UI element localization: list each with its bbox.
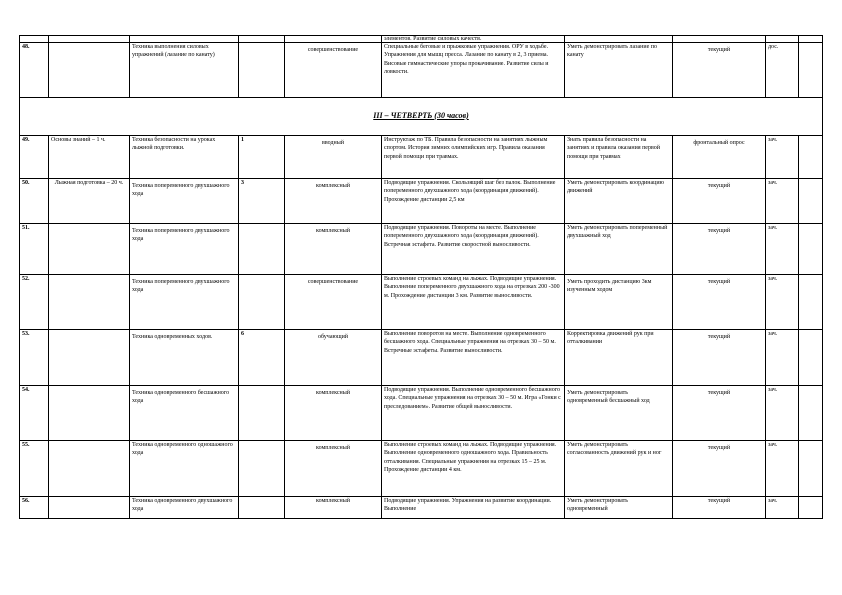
- control-cell: текущий: [673, 224, 766, 275]
- section-cell: [49, 441, 130, 497]
- hours-cell: [239, 43, 285, 98]
- content-cell: Выполнение поворотов на месте. Выполнение одновременного бесшажного хода. Специальные упражнения на отрезках 30 – 50 м. Встречные эстафеты. Развитие выносливости.: [382, 330, 565, 386]
- control-cell: текущий: [673, 386, 766, 441]
- content-cell: Подводящие упражнения. Повороты на месте. Выполнение попеременного двухшажного хода (координация движений). Встречная эстафета. Развитие скоростной выносливости.: [382, 224, 565, 275]
- result-cell: Уметь демонстрировать одновременный: [565, 497, 673, 519]
- hours-cell: 3: [239, 179, 285, 224]
- lesson-number: 54.: [20, 386, 49, 441]
- lesson-type-cell: комплексный: [285, 497, 382, 519]
- content-cell: элементов. Развитие силовых качеств.: [382, 36, 565, 43]
- table-row: [20, 497, 823, 519]
- topic-cell: Техника одновременного одношажного хода: [130, 441, 239, 497]
- lesson-type-cell: совершенствование: [285, 43, 382, 98]
- table-row-fragment: [20, 36, 823, 43]
- result-cell: Уметь демонстрировать лазание по канату: [565, 43, 673, 98]
- lesson-number: 55.: [20, 441, 49, 497]
- result-cell: Уметь демонстрировать одновременный бесшажный ход: [565, 386, 673, 441]
- result-cell: Уметь демонстрировать координацию движений: [565, 179, 673, 224]
- homework-cell: зач.: [766, 386, 799, 441]
- result-cell: Уметь проходить дистанцию 3км изученным ходом: [565, 275, 673, 330]
- lesson-type-cell: комплексный: [285, 179, 382, 224]
- control-cell: текущий: [673, 275, 766, 330]
- content-cell: Подводящие упражнения. Выполнение одновременного бесшажного хода. Специальные упражнения на отрезках 30 – 50 м. Игра «Гонки с преследованием». Развитие общей выносливости.: [382, 386, 565, 441]
- homework-cell: дос.: [766, 43, 799, 98]
- control-cell: текущий: [673, 497, 766, 519]
- topic-cell: Техника попеременного двухшажного хода: [130, 179, 239, 224]
- homework-cell: зач.: [766, 136, 799, 179]
- lesson-number: 56.: [20, 497, 49, 519]
- topic-cell: Техника попеременного двухшажного хода: [130, 275, 239, 330]
- lesson-type-cell: совершенствование: [285, 275, 382, 330]
- hours-cell: [239, 275, 285, 330]
- control-cell: фронтальный опрос: [673, 136, 766, 179]
- topic-cell: Техника выполнения силовых упражнений (лазание по канату): [130, 43, 239, 98]
- result-cell: Знать правила безопасности на занятиях и правила оказания первой помощи при травмах: [565, 136, 673, 179]
- lesson-type-cell: комплексный: [285, 386, 382, 441]
- lesson-number: 53.: [20, 330, 49, 386]
- quarter-title: III – ЧЕТВЕРТЬ (30 часов): [373, 110, 469, 120]
- section-cell: [49, 386, 130, 441]
- content-cell: Специальные беговые и прыжковые упражнения. ОРУ в ходьбе. Упражнения для мышц пресса. Лазание по канату в 2, 3 приема. Висовые гимнастические упоры прокачивание. Развитие силы и ловкости.: [382, 43, 565, 98]
- content-cell: Выполнение строевых команд на лыжах. Подводящие упражнения. Выполнение одновременного одношажного хода. Правильность отталкивания. Специальные упражнения на отрезках 15 – 25 м. Прохождение дистанции 4 км.: [382, 441, 565, 497]
- result-cell: Уметь демонстрировать согласованность движений рук и ног: [565, 441, 673, 497]
- homework-cell: зач.: [766, 179, 799, 224]
- table-row: [20, 179, 823, 224]
- section-cell: [49, 497, 130, 519]
- section-cell: Лыжная подготовка – 20 ч.: [49, 179, 130, 224]
- table-row: [20, 386, 823, 441]
- hours-cell: [239, 224, 285, 275]
- control-cell: текущий: [673, 179, 766, 224]
- homework-cell: зач.: [766, 441, 799, 497]
- table-row: [20, 43, 823, 98]
- hours-cell: [239, 441, 285, 497]
- topic-cell: Техника безопасности на уроках лыжной подготовки.: [130, 136, 239, 179]
- lesson-number: 48.: [20, 43, 49, 98]
- hours-cell: [239, 386, 285, 441]
- content-cell: Подводящие упражнения. Скользящий шаг без палок. Выполнение попеременного двухшажного хода (координация движений). Прохождение дистанции 2,5 км: [382, 179, 565, 224]
- lesson-number: 51.: [20, 224, 49, 275]
- result-cell: Корректировка движений рук при отталкивании: [565, 330, 673, 386]
- section-cell: [49, 224, 130, 275]
- section-cell: [49, 330, 130, 386]
- table-row: [20, 224, 823, 275]
- control-cell: текущий: [673, 330, 766, 386]
- hours-cell: 1: [239, 136, 285, 179]
- topic-cell: Техника одновременного двухшажного хода: [130, 497, 239, 519]
- lesson-type-cell: вводный: [285, 136, 382, 179]
- lesson-number: 52.: [20, 275, 49, 330]
- hours-cell: 6: [239, 330, 285, 386]
- content-cell: Подводящие упражнения. Упражнения на развитие координации. Выполнение: [382, 497, 565, 519]
- homework-cell: зач.: [766, 224, 799, 275]
- lesson-type-cell: комплексный: [285, 441, 382, 497]
- section-cell: [49, 275, 130, 330]
- hours-cell: [239, 497, 285, 519]
- quarter-header-row: [20, 98, 823, 136]
- topic-cell: Техника попеременного двухшажного хода: [130, 224, 239, 275]
- control-cell: текущий: [673, 441, 766, 497]
- lesson-number: 50.: [20, 179, 49, 224]
- control-cell: текущий: [673, 43, 766, 98]
- content-cell: Инструктаж по ТБ. Правила безопасности на занятиях лыжным спортом. История зимних олимпийских игр. Правила оказания первой помощи при травмах.: [382, 136, 565, 179]
- table-row: [20, 136, 823, 179]
- content-cell: Выполнение строевых команд на лыжах. Подводящие упражнения. Выполнение попеременного двухшажного хода на отрезках 200 -300 м. Прохождение дистанции 3 км. Развитие выносливости.: [382, 275, 565, 330]
- topic-cell: Техника одновременных ходов.: [130, 330, 239, 386]
- section-cell: [49, 43, 130, 98]
- table-row: [20, 275, 823, 330]
- homework-cell: зач.: [766, 497, 799, 519]
- lesson-type-cell: комплексный: [285, 224, 382, 275]
- topic-cell: Техника одновременного бесшажного хода: [130, 386, 239, 441]
- homework-cell: зач.: [766, 330, 799, 386]
- table-row: [20, 330, 823, 386]
- lesson-plan-table: [19, 35, 823, 519]
- homework-cell: зач.: [766, 275, 799, 330]
- table-row: [20, 441, 823, 497]
- section-cell: Основы знаний – 1 ч.: [49, 136, 130, 179]
- result-cell: Уметь демонстрировать попеременный двухшажный ход: [565, 224, 673, 275]
- lesson-number: 49.: [20, 136, 49, 179]
- lesson-type-cell: обучающий: [285, 330, 382, 386]
